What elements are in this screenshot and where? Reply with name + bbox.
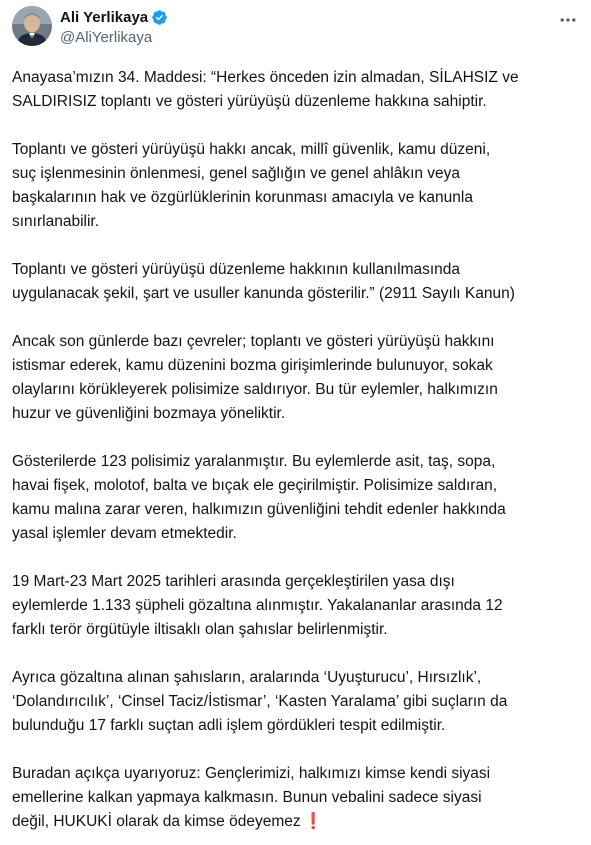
exclamation-mark-icon: ❗ — [303, 813, 323, 830]
avatar-photo-icon — [12, 6, 52, 46]
tweet-paragraph: Ayrıca gözaltına alınan şahısların, aralarında ‘Uyuşturucu’, Hırsızlık’, ‘Dolandırıcılık’, ‘Cinsel Taciz/İstismar’, ‘Kasten Yaralama’ gibi suçların da bulunduğu 17 farklı suçtan adli işlem gördükleri tespit edilmiştir. — [12, 669, 508, 734]
tweet-paragraph: Ancak son günlerde bazı çevreler; toplantı ve gösteri yürüyüşü hakkını istismar ederek, kamu düzenini bozma girişimlerinde bulunuyor, sokak olaylarını körükleyerek polisimize saldırıyor. Bu tür eylemler, halkımızın huzur ve güvenliğini bozmaya yöneliktir. — [12, 333, 498, 422]
tweet-paragraph-last — [12, 762, 580, 834]
more-options-button[interactable] — [556, 8, 580, 32]
tweet-paragraph: Toplantı ve gösteri yürüyüşü düzenleme hakkının kullanılmasında uygulanacak şekil, şart ve usuller kanunda gösterilir.” (2911 Sayılı Kanun) — [12, 261, 515, 302]
tweet-paragraph: 19 Mart-23 Mart 2025 tarihleri arasında gerçekleştirilen yasa dışı eylemlerde 1.133 şüpheli gözaltına alınmıştır. Yakalananlar arasında 12 farklı terör örgütüyle iltisaklı olan şahıslar belirlenmiştir. — [12, 573, 503, 638]
author-info — [60, 7, 168, 49]
tweet-paragraph: Gösterilerde 123 polisimiz yaralanmıştır. Bu eylemlerde asit, taş, sopa, havai fişek, molotof, balta ve bıçak ele geçirilmiştir. Polisimize saldıran, kamu malına zarar veren, halkımızın güvenliğini tehdit edenler hakkında yasal işlemler devam etmektedir. — [12, 453, 506, 542]
tweet-text — [12, 66, 580, 834]
avatar[interactable] — [12, 6, 52, 46]
tweet-paragraph: Toplantı ve gösteri yürüyüşü hakkı ancak, millî güvenlik, kamu düzeni, suç işlenmesinin önlenmesi, genel sağlığın ve genel ahlâkın veya başkalarının hak ve özgürlüklerinin korunması amacıyla ve kanunla sınırlanabilir. — [12, 141, 491, 230]
author-handle[interactable]: @AliYerlikaya — [60, 29, 153, 46]
tweet-header — [12, 6, 580, 50]
author-display-name[interactable]: Ali Yerlikaya — [60, 8, 149, 26]
verified-badge-icon[interactable] — [151, 9, 168, 26]
tweet-paragraph-text: Buradan açıkça uyarıyoruz: Gençlerimizi, halkımızı kimse kendi siyasi emellerine kalkan yapmaya kalkmasın. Bunun vebalini sadece siyasi değil, HUKUKİ olarak da kimse ödeyemez — [12, 765, 491, 830]
tweet-paragraph: Anayasa’mızın 34. Maddesi: “Herkes önceden izin almadan, SİLAHSIZ ve SALDIRISIZ toplantı ve gösteri yürüyüşü düzenleme hakkına sahiptir. — [12, 69, 519, 110]
more-dots-icon — [558, 10, 578, 30]
